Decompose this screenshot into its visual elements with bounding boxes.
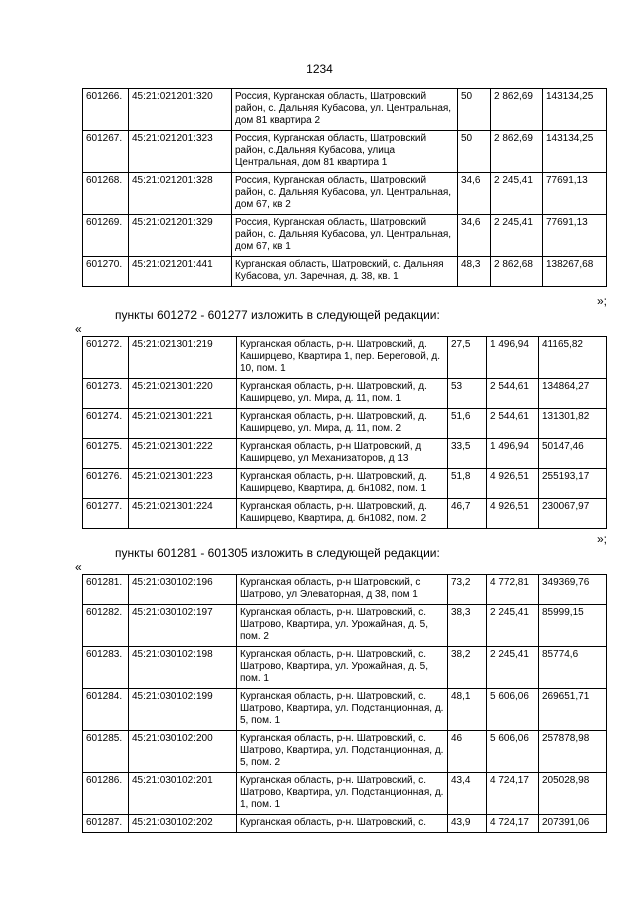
- cadastral-value: 134864,27: [539, 379, 607, 409]
- cadastral-value: 255193,17: [539, 469, 607, 499]
- address: Россия, Курганская область, Шатровский район, с. Дальняя Кубасова, ул. Центральная, дом 67, кв 2: [232, 173, 458, 215]
- row-number: 601281.: [83, 575, 129, 605]
- row-number: 601275.: [83, 439, 129, 469]
- cadastral-number: 45:21:030102:200: [129, 731, 237, 773]
- cadastral-value-per-sqm: 4 724,17: [487, 815, 539, 833]
- cadastral-number: 45:21:021301:221: [129, 409, 237, 439]
- area: 50: [458, 131, 491, 173]
- cadastral-value: 131301,82: [539, 409, 607, 439]
- area: 48,3: [458, 257, 491, 287]
- row-number: 601287.: [83, 815, 129, 833]
- cadastral-value: 205028,98: [539, 773, 607, 815]
- cadastral-value-per-sqm: 4 926,51: [487, 469, 539, 499]
- area: 51,8: [448, 469, 487, 499]
- page-number: 1234: [306, 62, 333, 76]
- table-row: [83, 731, 607, 773]
- cadastral-value-per-sqm: 5 606,06: [487, 731, 539, 773]
- cadastral-value-per-sqm: 1 496,94: [487, 439, 539, 469]
- cadastral-value-per-sqm: 2 862,68: [491, 257, 543, 287]
- address: Курганская область, Шатровский, с. Дальняя Кубасова, ул. Заречная, д. 38, кв. 1: [232, 257, 458, 287]
- area: 43,9: [448, 815, 487, 833]
- cadastral-number: 45:21:021301:220: [129, 379, 237, 409]
- row-number: 601283.: [83, 647, 129, 689]
- cadastral-number: 45:21:030102:199: [129, 689, 237, 731]
- area: 73,2: [448, 575, 487, 605]
- area: 46: [448, 731, 487, 773]
- closing-quote: »;: [596, 532, 607, 546]
- cadastral-value-per-sqm: 1 496,94: [487, 337, 539, 379]
- table-row: [83, 439, 607, 469]
- address: Курганская область, р-н Шатровский, с Шатрово, ул Элеваторная, д 38, пом 1: [237, 575, 448, 605]
- cadastral-value: 85774,6: [539, 647, 607, 689]
- row-number: 601270.: [83, 257, 129, 287]
- table-row: [83, 215, 607, 257]
- row-number: 601268.: [83, 173, 129, 215]
- table-row: [83, 409, 607, 439]
- cadastral-number: 45:21:021201:329: [129, 215, 232, 257]
- table-row: [83, 575, 607, 605]
- area: 34,6: [458, 173, 491, 215]
- cadastral-number: 45:21:021301:223: [129, 469, 237, 499]
- cadastral-value-per-sqm: 5 606,06: [487, 689, 539, 731]
- table-row: [83, 499, 607, 529]
- table-row: [83, 647, 607, 689]
- cadastral-value-per-sqm: 2 245,41: [491, 215, 543, 257]
- area: 27,5: [448, 337, 487, 379]
- row-number: 601267.: [83, 131, 129, 173]
- row-number: 601266.: [83, 89, 129, 131]
- address: Курганская область, р-н. Шатровский, д. Каширцево, Квартира, д. бн1082, пом. 2: [237, 499, 448, 529]
- row-number: 601286.: [83, 773, 129, 815]
- table-row: [83, 257, 607, 287]
- cadastral-number: 45:21:021301:224: [129, 499, 237, 529]
- table-row: [83, 131, 607, 173]
- cadastral-number: 45:21:030102:202: [129, 815, 237, 833]
- area: 46,7: [448, 499, 487, 529]
- opening-quote: «: [75, 560, 82, 574]
- table-row: [83, 173, 607, 215]
- cadastral-value: 77691,13: [543, 215, 607, 257]
- cadastral-number: 45:21:030102:196: [129, 575, 237, 605]
- cadastral-value-per-sqm: 4 926,51: [487, 499, 539, 529]
- registry-table-3: [82, 574, 607, 833]
- cadastral-number: 45:21:030102:201: [129, 773, 237, 815]
- cadastral-value-per-sqm: 2 544,61: [487, 409, 539, 439]
- cadastral-value: 269651,71: [539, 689, 607, 731]
- cadastral-value: 349369,76: [539, 575, 607, 605]
- row-number: 601284.: [83, 689, 129, 731]
- cadastral-value-per-sqm: 2 862,69: [491, 89, 543, 131]
- address: Курганская область, р-н. Шатровский, с. Шатрово, Квартира, ул. Урожайная, д. 5, пом. 1: [237, 647, 448, 689]
- area: 51,6: [448, 409, 487, 439]
- amendment-heading: пункты 601281 - 601305 изложить в следующей редакции:: [115, 546, 440, 560]
- address: Курганская область, р-н. Шатровский, с. Шатрово, Квартира, ул. Урожайная, д. 5, пом. 2: [237, 605, 448, 647]
- row-number: 601276.: [83, 469, 129, 499]
- cadastral-value-per-sqm: 4 724,17: [487, 773, 539, 815]
- cadastral-number: 45:21:021201:323: [129, 131, 232, 173]
- area: 38,3: [448, 605, 487, 647]
- address: Курганская область, р-н. Шатровский, д. Каширцево, ул. Мира, д. 11, пом. 1: [237, 379, 448, 409]
- table-row: [83, 337, 607, 379]
- table-row: [83, 469, 607, 499]
- cadastral-number: 45:21:021301:219: [129, 337, 237, 379]
- row-number: 601282.: [83, 605, 129, 647]
- cadastral-number: 45:21:021201:328: [129, 173, 232, 215]
- cadastral-number: 45:21:021301:222: [129, 439, 237, 469]
- cadastral-value-per-sqm: 2 862,69: [491, 131, 543, 173]
- row-number: 601273.: [83, 379, 129, 409]
- row-number: 601274.: [83, 409, 129, 439]
- address: Курганская область, р-н. Шатровский, д. Каширцево, Квартира 1, пер. Береговой, д. 10, пом. 1: [237, 337, 448, 379]
- cadastral-value: 143134,25: [543, 89, 607, 131]
- area: 53: [448, 379, 487, 409]
- table-row: [83, 89, 607, 131]
- cadastral-value-per-sqm: 2 245,41: [487, 605, 539, 647]
- address: Курганская область, р-н. Шатровский, с. Шатрово, Квартира, ул. Подстанционная, д. 5, пом. 2: [237, 731, 448, 773]
- cadastral-number: 45:21:021201:441: [129, 257, 232, 287]
- row-number: 601272.: [83, 337, 129, 379]
- area: 50: [458, 89, 491, 131]
- cadastral-value-per-sqm: 2 245,41: [491, 173, 543, 215]
- address: Россия, Курганская область, Шатровский район, с.Дальняя Кубасова, улица Центральная, дом 81 квартира 1: [232, 131, 458, 173]
- area: 34,6: [458, 215, 491, 257]
- area: 33,5: [448, 439, 487, 469]
- cadastral-value-per-sqm: 4 772,81: [487, 575, 539, 605]
- area: 43,4: [448, 773, 487, 815]
- cadastral-value-per-sqm: 2 245,41: [487, 647, 539, 689]
- cadastral-number: 45:21:030102:198: [129, 647, 237, 689]
- cadastral-value: 41165,82: [539, 337, 607, 379]
- row-number: 601277.: [83, 499, 129, 529]
- cadastral-value-per-sqm: 2 544,61: [487, 379, 539, 409]
- registry-table-2: [82, 336, 607, 529]
- closing-quote: »;: [596, 294, 607, 308]
- cadastral-value: 143134,25: [543, 131, 607, 173]
- cadastral-value: 207391,06: [539, 815, 607, 833]
- table-row: [83, 379, 607, 409]
- registry-table-1: [82, 88, 607, 287]
- cadastral-value: 230067,97: [539, 499, 607, 529]
- address: Курганская область, р-н Шатровский, д Каширцево, ул Механизаторов, д 13: [237, 439, 448, 469]
- address: Курганская область, р-н. Шатровский, д. Каширцево, ул. Мира, д. 11, пом. 2: [237, 409, 448, 439]
- row-number: 601269.: [83, 215, 129, 257]
- cadastral-number: 45:21:021201:320: [129, 89, 232, 131]
- cadastral-value: 50147,46: [539, 439, 607, 469]
- cadastral-number: 45:21:030102:197: [129, 605, 237, 647]
- cadastral-value: 85999,15: [539, 605, 607, 647]
- opening-quote: «: [75, 322, 82, 336]
- cadastral-value: 138267,68: [543, 257, 607, 287]
- cadastral-value: 257878,98: [539, 731, 607, 773]
- address: Курганская область, р-н. Шатровский, с. Шатрово, Квартира, ул. Подстанционная, д. 5, пом. 1: [237, 689, 448, 731]
- address: Курганская область, р-н. Шатровский, с. Шатрово, Квартира, ул. Подстанционная, д. 1, пом. 1: [237, 773, 448, 815]
- address: Курганская область, р-н. Шатровский, д. Каширцево, Квартира, д. бн1082, пом. 1: [237, 469, 448, 499]
- address: Курганская область, р-н. Шатровский, с.: [237, 815, 448, 833]
- table-row: [83, 815, 607, 833]
- address: Россия, Курганская область, Шатровский район, с. Дальняя Кубасова, ул. Центральная, дом 67, кв 1: [232, 215, 458, 257]
- table-row: [83, 773, 607, 815]
- area: 48,1: [448, 689, 487, 731]
- cadastral-value: 77691,13: [543, 173, 607, 215]
- table-row: [83, 689, 607, 731]
- table-row: [83, 605, 607, 647]
- address: Россия, Курганская область, Шатровский район, с. Дальняя Кубасова, ул. Центральная, дом 81 квартира 2: [232, 89, 458, 131]
- row-number: 601285.: [83, 731, 129, 773]
- amendment-heading: пункты 601272 - 601277 изложить в следующей редакции:: [115, 308, 440, 322]
- area: 38,2: [448, 647, 487, 689]
